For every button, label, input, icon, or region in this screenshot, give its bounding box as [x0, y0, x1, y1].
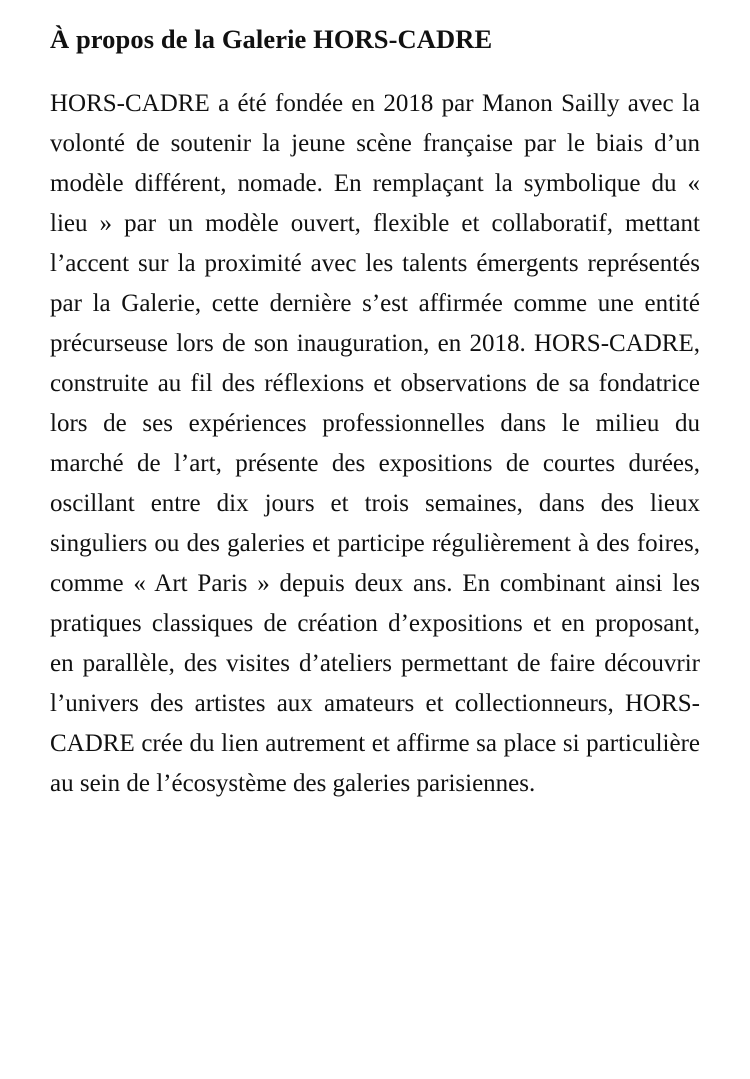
- about-paragraph: HORS-CADRE a été fondée en 2018 par Manon Sailly avec la volonté de soutenir la jeune scène française par le biais d’un modèle différent, nomade. En remplaçant la symbolique du « lieu » par un modèle ouvert, flexible et collaboratif, mettant l’accent sur la proximité avec les talents émergents représentés par la Galerie, cette dernière s’est affirmée comme une entité précurseuse lors de son inauguration, en 2018. HORS-CADRE, construite au fil des réflexions et observations de sa fondatrice lors de ses expériences professionnelles dans le milieu du marché de l’art, présente des expositions de courtes durées, oscillant entre dix jours et trois semaines, dans des lieux singuliers ou des galeries et participe régulièrement à des foires, comme « Art Paris » depuis deux ans. En combinant ainsi les pratiques classiques de création d’expositions et en proposant, en parallèle, des visites d’ateliers permettant de faire découvrir l’univers des artistes aux amateurs et collectionneurs, HORS-CADRE crée du lien autrement et affirme sa place si particulière au sein de l’écosystème des galeries parisiennes.: [50, 90, 700, 797]
- section-title: À propos de la Galerie HORS-CADRE: [50, 24, 493, 54]
